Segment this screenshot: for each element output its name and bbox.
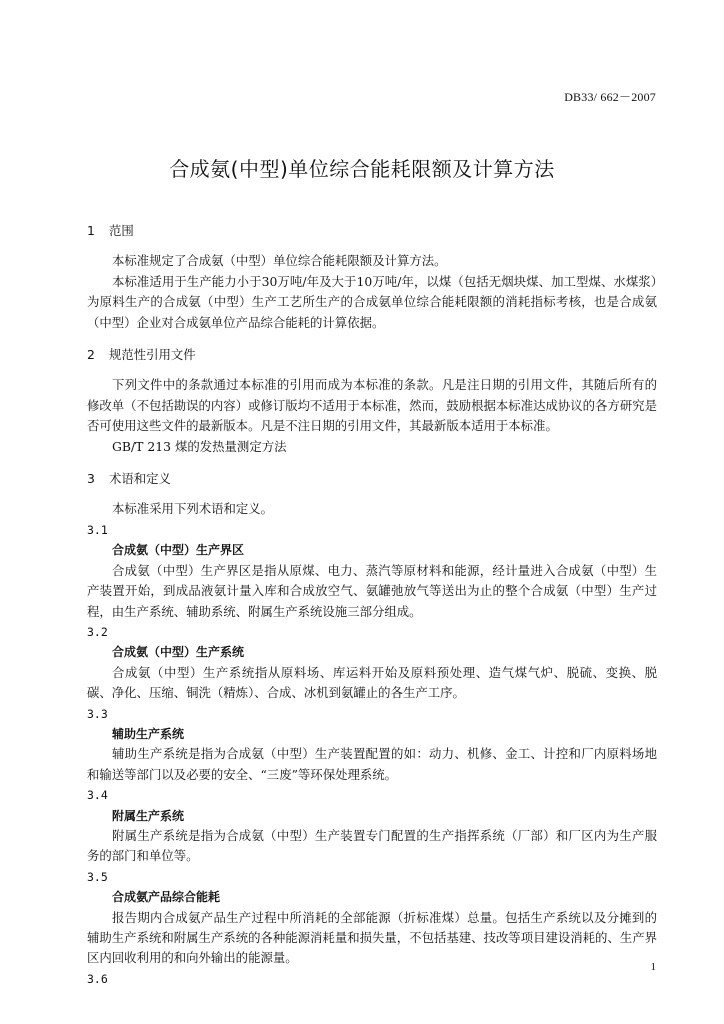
term-definition: 合成氨（中型）生产系统指从原料场、库运料开始及原料预处理、造气煤气炉、脱硫、变换、脱碳、净化、压缩、铜洗（精炼）、合成、冰机到氨罐止的各生产工序。 (87, 664, 657, 701)
term-definition: 附属生产系统是指为合成氨（中型）生产装置专门配置的生产指挥系统（厂部）和厂区内为生产服务的部门和单位等。 (87, 827, 657, 864)
term-number: 3.6 (87, 971, 108, 986)
document-body (87, 221, 657, 989)
section-title: 术语和定义 (108, 471, 171, 487)
term-name: 合成氨（中型）生产系统 (112, 645, 245, 660)
term-number: 3.5 (87, 869, 108, 884)
section-number: 3 (87, 471, 95, 487)
term-number: 3.2 (87, 624, 108, 639)
term-definition: 合成氨（中型）生产界区是指从原煤、电力、蒸汽等原材料和能源，经计量进入合成氨（中型）生产装置开始，到成品液氨计量入库和合成放空气、氨罐弛放气等送出为止的整个合成氨（中型）生产过程，由生产系统、辅助系统、附属生产系统设施三部分组成。 (87, 562, 657, 619)
term-name: 辅助生产系统 (112, 726, 185, 741)
term-definition: 报告期内合成氨产品生产过程中所消耗的全部能源（折标准煤）总量。包括生产系统以及分摊到的辅助生产系统和附属生产系统的各种能源消耗量和损失量，不包括基建、技改等项目建设消耗的、生产界区内回收利用的和向外输出的能源量。 (87, 909, 657, 966)
term-number: 3.4 (87, 788, 108, 803)
term-name: 合成氨产品综合能耗 (112, 890, 221, 905)
section-title: 规范性引用文件 (108, 347, 196, 363)
standard-code: DB33/ 662－2007 (564, 90, 656, 104)
reference-item: GB/T 213 煤的发热量测定方法 (112, 438, 287, 454)
term-name: 合成氨（中型）生产界区 (112, 543, 245, 558)
paragraph: 本标准采用下列术语和定义。 (112, 501, 274, 517)
term-number: 3.3 (87, 706, 108, 721)
section-heading-references (87, 345, 657, 365)
paragraph: 本标准规定了合成氨（中型）单位综合能耗限额及计算方法。 (112, 253, 447, 269)
paragraph: 本标准适用于生产能力小于30万吨/年及大于10万吨/年，以煤（包括无烟块煤、加工型煤、水煤浆）为原料生产的合成氨（中型）生产工艺所生产的合成氨单位综合能耗限额的消耗指标考核，也是合成氨（中型）企业对合成氨单位产品综合能耗的计算依据。 (87, 273, 657, 330)
section-number: 2 (87, 347, 95, 363)
section-title: 范围 (108, 223, 134, 238)
section-number: 1 (87, 223, 95, 238)
page-number: 1 (650, 961, 656, 973)
section-heading-scope (87, 221, 657, 241)
document-title: 合成氨(中型)单位综合能耗限额及计算方法 (169, 157, 555, 181)
term-number: 3.1 (87, 522, 108, 537)
section-heading-terms (87, 469, 657, 489)
term-name: 附属生产系统 (112, 808, 185, 823)
term-definition: 辅助生产系统是指为合成氨（中型）生产装置配置的如：动力、机修、金工、计控和厂内原料场地和输送等部门以及必要的安全、“三废”等环保处理系统。 (87, 746, 657, 782)
paragraph: 下列文件中的条款通过本标准的引用而成为本标准的条款。凡是注日期的引用文件，其随后所有的修改单（不包括勘误的内容）或修订版均不适用于本标准，然而，鼓励根据本标准达成协议的各方研究是否可使用这些文件的最新版本。凡是不注日期的引用文件，其最新版本适用于本标准。 (87, 377, 657, 434)
